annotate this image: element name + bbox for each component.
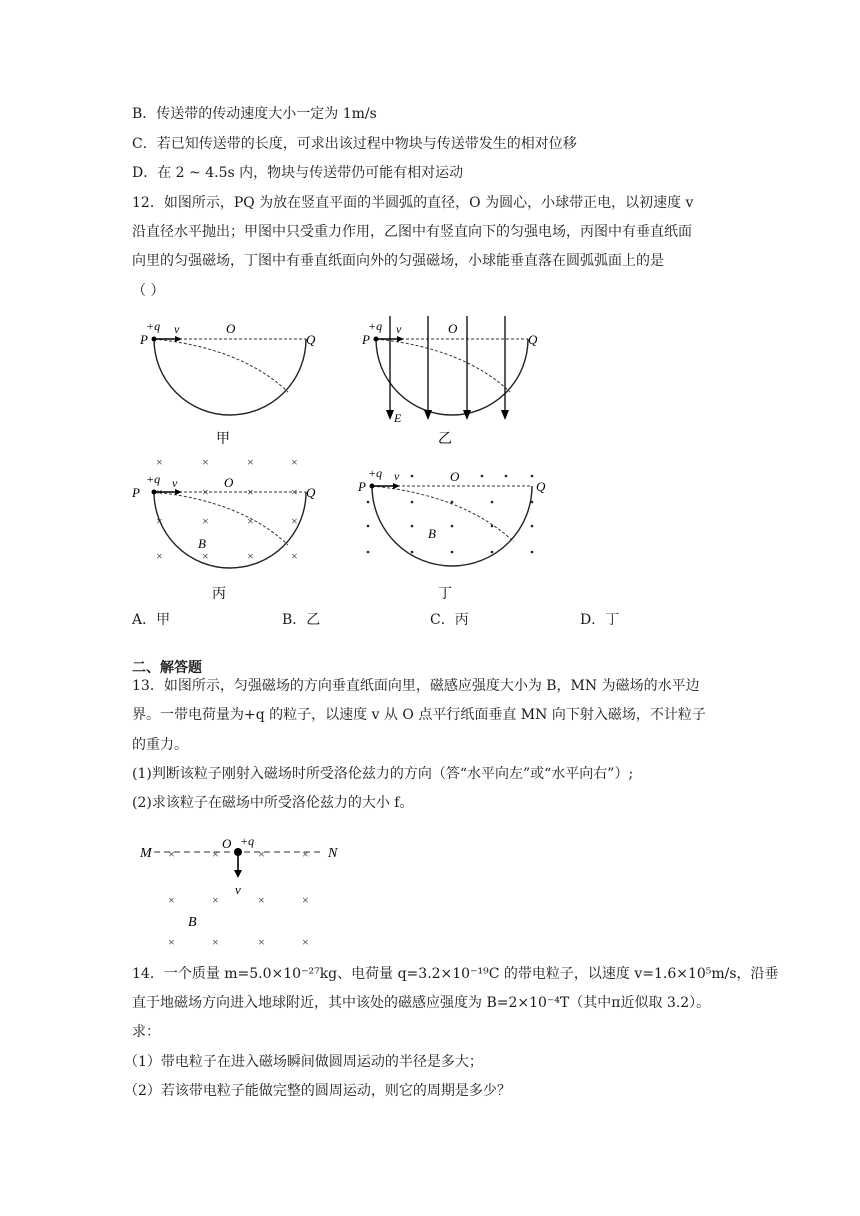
svg-text:×: × <box>302 935 309 949</box>
svg-text:×: × <box>202 485 209 499</box>
figure-jia <box>132 310 332 450</box>
caption-yi: 乙 <box>438 432 452 447</box>
field-b-label: B <box>188 915 197 930</box>
svg-text:×: × <box>258 847 265 861</box>
figure-yi <box>354 310 554 450</box>
velocity-label: v <box>172 476 178 490</box>
center-o-label: O <box>226 321 236 336</box>
center-o-label: O <box>224 475 234 490</box>
svg-text:×: × <box>291 549 298 563</box>
q11-option-d: D．在 2 ~ 4.5s 内，物块与传送带仍可能有相对运动 <box>132 165 464 181</box>
q12-stem-line-3: 向里的匀强磁场，丁图中有垂直纸面向外的匀强磁场，小球能垂直落在圆弧弧面上的是 <box>132 253 664 269</box>
svg-text:×: × <box>258 893 265 907</box>
charge-label: +q <box>240 834 255 848</box>
charge-label: +q <box>368 466 383 480</box>
svg-text:×: × <box>247 485 254 499</box>
caption-bing: 丙 <box>212 587 226 602</box>
svg-text:×: × <box>156 549 163 563</box>
velocity-label: v <box>174 322 180 336</box>
center-o-label: O <box>448 321 458 336</box>
q12-option-a: A．甲 <box>132 612 171 628</box>
point-q-label: Q <box>306 485 316 500</box>
svg-text:×: × <box>202 549 209 563</box>
q14-stem-line-1: 14．一个质量 m=5.0×10⁻²⁷kg、电荷量 q=3.2×10⁻¹⁹C 的带电粒子，以速度 v=1.6×10⁵m/s，沿垂 <box>132 966 779 982</box>
field-b-label: B <box>428 526 436 541</box>
svg-text:×: × <box>202 514 209 528</box>
q13-stem-line-3: 的重力。 <box>132 737 188 753</box>
svg-text:×: × <box>291 455 298 469</box>
svg-text:×: × <box>258 935 265 949</box>
svg-text:×: × <box>291 514 298 528</box>
svg-text:×: × <box>302 847 309 861</box>
charge-label: +q <box>146 472 161 486</box>
section-title: 二、解答题 <box>132 660 202 676</box>
svg-text:×: × <box>212 935 219 949</box>
svg-text:×: × <box>156 485 163 499</box>
point-o-label: O <box>222 836 232 851</box>
q12-answer-paren: （ ） <box>132 283 165 299</box>
q14-subquestion-2: （2）若该带电粒子能做完整的圆周运动，则它的周期是多少？ <box>124 1083 511 1099</box>
q12-option-c: C．丙 <box>430 612 469 628</box>
q12-option-b: B．乙 <box>282 612 321 628</box>
svg-text:×: × <box>247 514 254 528</box>
field-e-label: E <box>394 411 402 425</box>
point-p-label: P <box>132 485 140 500</box>
point-q-label: Q <box>306 332 316 347</box>
point-p-label: P <box>362 332 370 347</box>
velocity-label: v <box>235 882 241 897</box>
point-m-label: M <box>140 846 152 861</box>
svg-text:×: × <box>247 549 254 563</box>
svg-text:×: × <box>156 455 163 469</box>
q12-stem-line-2: 沿直径水平抛出；甲图中只受重力作用，乙图中有竖直向下的匀强电场，丙图中有垂直纸面 <box>132 224 692 240</box>
q12-option-d: D．丁 <box>580 612 620 628</box>
charge-label: +q <box>146 319 161 333</box>
figure-ding <box>354 452 564 604</box>
velocity-label: v <box>394 469 400 483</box>
q11-option-b: B．传送带的传动速度大小一定为 1m/s <box>132 106 377 122</box>
point-p-label: P <box>140 332 148 347</box>
point-n-label: N <box>328 846 338 861</box>
svg-text:×: × <box>212 893 219 907</box>
q14-subquestion-1: （1）带电粒子在进入磁场瞬间做圆周运动的半径是多大； <box>124 1054 483 1070</box>
q11-option-c: C．若已知传送带的长度，可求出该过程中物块与传送带发生的相对位移 <box>132 136 577 152</box>
point-p-label: P <box>358 479 366 494</box>
svg-text:×: × <box>168 847 175 861</box>
q12-stem-line-1: 12．如图所示，PQ 为放在竖直平面的半圆弧的直径，O 为圆心，小球带正电，以初速度 v <box>132 195 694 211</box>
q13-subquestion-1: (1)判断该粒子刚射入磁场时所受洛伦兹力的方向（答“水平向左”或“水平向右”）; <box>132 766 634 782</box>
svg-text:×: × <box>302 893 309 907</box>
figure-q13-magnetic-field <box>132 832 352 952</box>
q14-stem-line-3: 求： <box>132 1024 160 1040</box>
caption-jia: 甲 <box>216 432 230 447</box>
svg-text:×: × <box>156 514 163 528</box>
q13-stem-line-1: 13．如图所示，匀强磁场的方向垂直纸面向里，磁感应强度大小为 B，MN 为磁场的水平边 <box>132 678 700 694</box>
svg-text:×: × <box>291 485 298 499</box>
svg-text:×: × <box>202 455 209 469</box>
point-q-label: Q <box>528 332 538 347</box>
velocity-label: v <box>396 322 402 336</box>
svg-text:×: × <box>212 847 219 861</box>
center-o-label: O <box>450 469 460 484</box>
charge-label: +q <box>368 319 383 333</box>
svg-text:×: × <box>168 935 175 949</box>
point-q-label: Q <box>536 479 546 494</box>
figure-bing <box>132 452 332 604</box>
caption-ding: 丁 <box>438 587 452 602</box>
q13-subquestion-2: (2)求该粒子在磁场中所受洛伦兹力的大小 f。 <box>132 795 414 811</box>
svg-text:×: × <box>168 893 175 907</box>
field-b-label: B <box>198 536 206 551</box>
svg-text:×: × <box>247 455 254 469</box>
q14-stem-line-2: 直于地磁场方向进入地球附近，其中该处的磁感应强度为 B=2×10⁻⁴T（其中π近似取 3.2）。 <box>132 995 711 1011</box>
q13-stem-line-2: 界。一带电荷量为+q 的粒子，以速度 v 从 O 点平行纸面垂直 MN 向下射入磁场，不计粒子 <box>132 707 706 723</box>
